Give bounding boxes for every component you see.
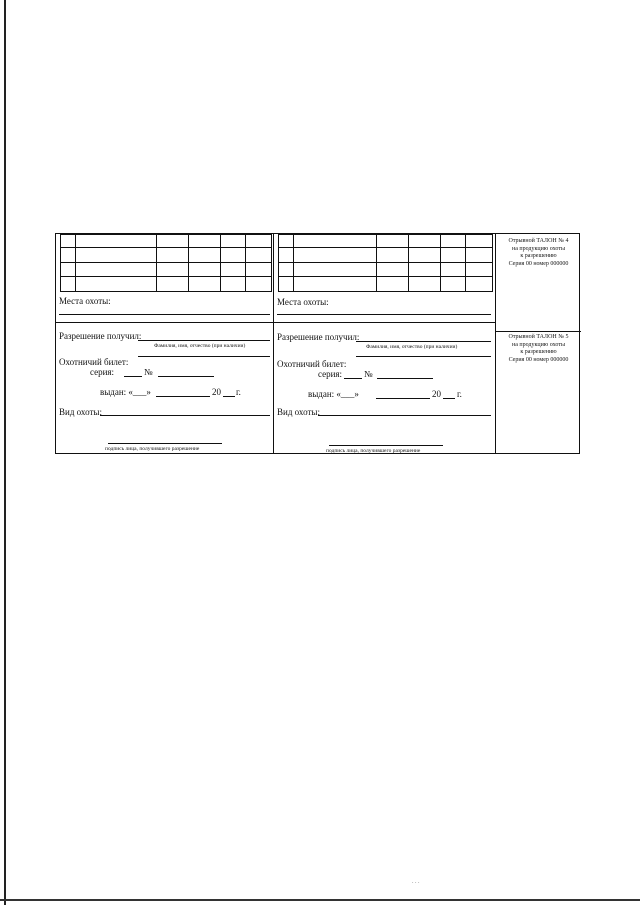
permit-received-label: Разрешение получил:	[59, 331, 142, 341]
signature-line[interactable]	[108, 443, 222, 444]
number-label: №	[364, 369, 373, 379]
hunting-ticket-label: Охотничий билет:	[277, 359, 347, 369]
hunting-type-line[interactable]	[100, 415, 270, 416]
stub-title: Отрывной ТАЛОН № 5	[508, 334, 569, 340]
hunting-type-line[interactable]	[318, 415, 491, 416]
scan-specks: . . .	[412, 879, 420, 885]
stub-subtitle: на продукцию охоты	[512, 341, 565, 348]
production-table-2	[278, 234, 493, 292]
year-prefix: 20	[432, 389, 441, 399]
hunting-ticket-label: Охотничий билет:	[59, 357, 129, 367]
name-line[interactable]	[356, 356, 491, 357]
production-table-1	[60, 234, 272, 292]
hunting-permit-form	[55, 233, 580, 454]
hunting-type-label: Вид охоты:	[59, 407, 102, 417]
stub-4	[496, 238, 581, 268]
permit-received-line[interactable]	[138, 340, 270, 341]
hunting-places-line[interactable]	[277, 314, 491, 315]
permit-received-line[interactable]	[356, 341, 491, 342]
series-label: серия:	[90, 367, 115, 377]
series-line[interactable]	[124, 376, 142, 377]
signature-line[interactable]	[329, 445, 443, 446]
year-suffix: г.	[236, 387, 241, 397]
issued-label: выдан: «___»	[100, 387, 151, 397]
series-label: серия:	[318, 369, 343, 379]
stub-divider	[496, 331, 581, 332]
stub-series-number: Серия 00 номер 000000	[508, 356, 569, 363]
year-suffix: г.	[457, 389, 462, 399]
stub-series-number: Серия 00 номер 000000	[508, 260, 569, 267]
signature-caption: подпись лица, получившего разрешение	[326, 448, 421, 454]
permit-received-label: Разрешение получил:	[277, 332, 360, 342]
hunting-type-label: Вид охоты:	[277, 407, 320, 417]
scan-edge-left	[4, 0, 6, 905]
permit-panel-2	[274, 234, 496, 453]
year-line[interactable]	[443, 398, 455, 399]
tear-off-stubs	[496, 234, 581, 453]
section-divider	[274, 322, 496, 323]
number-label: №	[144, 367, 153, 377]
stub-5	[496, 334, 581, 364]
year-line[interactable]	[223, 396, 235, 397]
number-line[interactable]	[377, 378, 433, 379]
section-divider	[56, 322, 274, 323]
hunting-places-label: Места охоты:	[59, 296, 111, 306]
stub-subtitle: к разрешению	[520, 253, 557, 259]
signature-caption: подпись лица, получившего разрешение	[105, 446, 200, 452]
issued-line[interactable]	[156, 396, 210, 397]
number-line[interactable]	[158, 376, 214, 377]
stub-title: Отрывной ТАЛОН № 4	[508, 238, 569, 244]
hunting-places-label: Места охоты:	[277, 297, 329, 307]
issued-line[interactable]	[376, 398, 430, 399]
hunting-places-line[interactable]	[59, 314, 270, 315]
scan-edge-bottom	[0, 899, 640, 901]
permit-panel-1	[56, 234, 274, 453]
name-line[interactable]	[138, 356, 270, 357]
series-line[interactable]	[344, 378, 362, 379]
name-caption: Фамилия, имя, отчество (при наличии)	[366, 344, 458, 350]
name-caption: Фамилия, имя, отчество (при наличии)	[154, 343, 246, 349]
issued-label: выдан: «___»	[308, 389, 359, 399]
stub-subtitle: к разрешению	[520, 349, 557, 355]
stub-subtitle: на продукцию охоты	[512, 245, 565, 252]
year-prefix: 20	[212, 387, 221, 397]
